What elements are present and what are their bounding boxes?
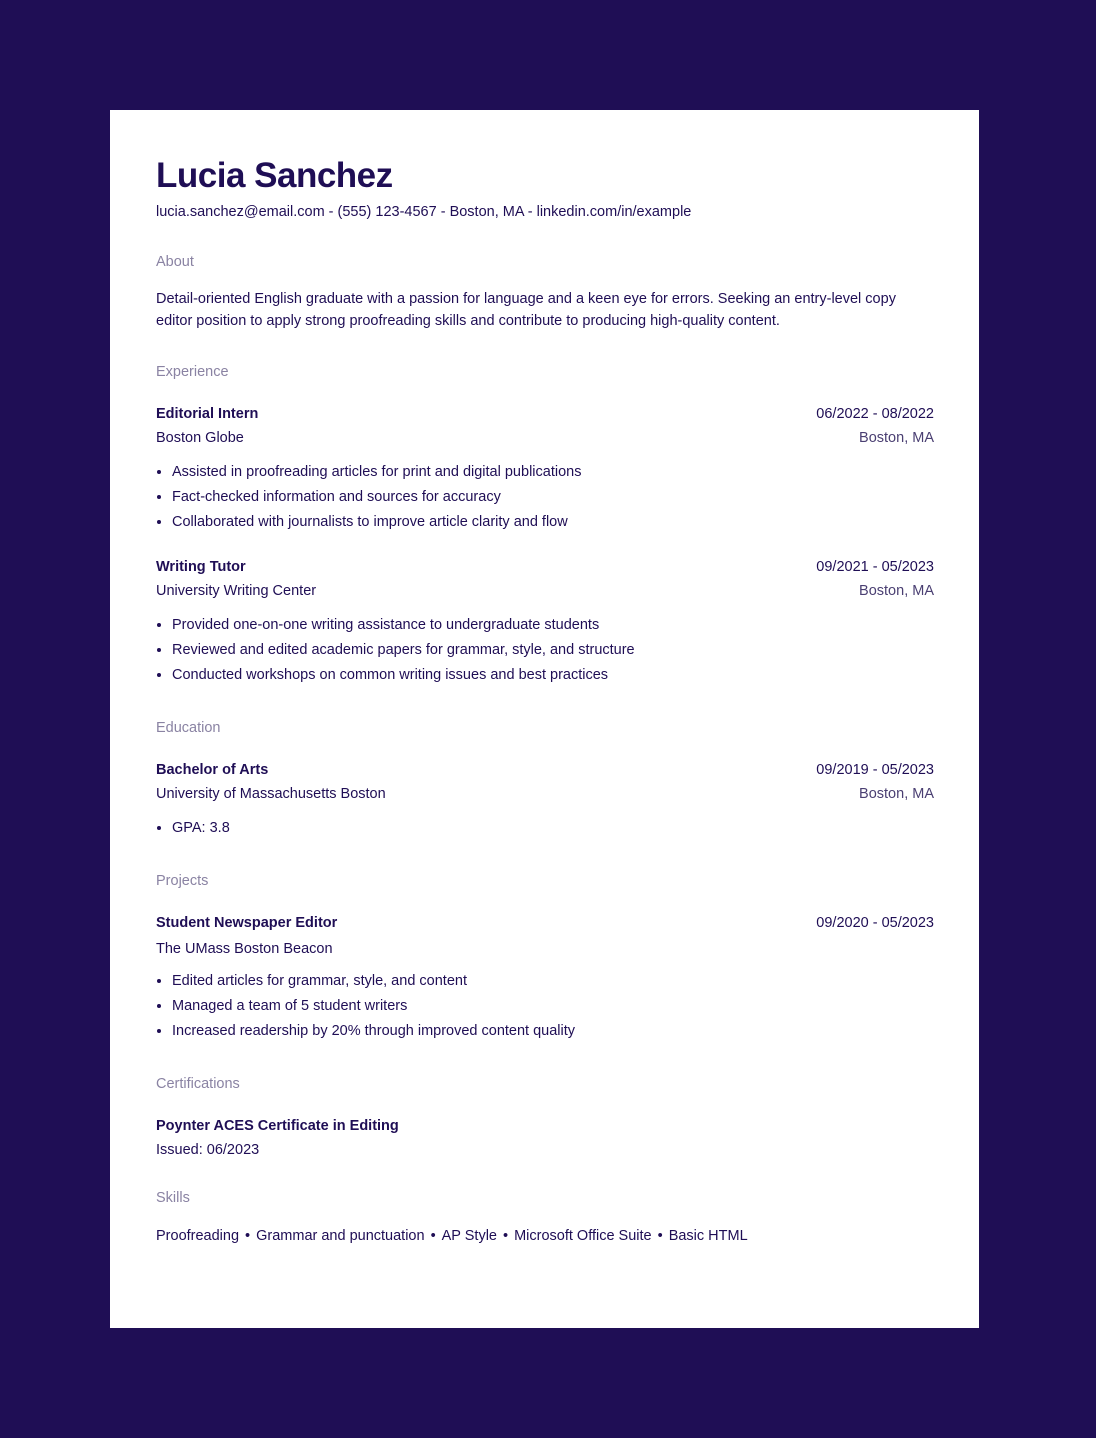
- projects-section: [156, 871, 934, 1044]
- entry-bullets: [156, 460, 934, 535]
- entry-org: The UMass Boston Beacon: [156, 941, 333, 957]
- skill-separator: •: [245, 1228, 251, 1244]
- about-text: Detail-oriented English graduate with a passion for language and a keen eye for errors. Seeking an entry-level copy editor position to apply strong proofreading skills and contribute to producing high-quality content.: [156, 291, 896, 329]
- experience-section: [156, 362, 934, 688]
- project-entry: [156, 913, 934, 1044]
- bullet-item: • Provided one-on-one writing assistance to undergraduate students: [172, 613, 934, 638]
- section-title-experience: Experience: [156, 364, 229, 380]
- bullet-item: • Reviewed and edited academic papers for grammar, style, and structure: [172, 638, 934, 663]
- section-title-projects: Projects: [156, 873, 209, 889]
- entry-location: Boston, MA: [859, 583, 934, 599]
- certifications-section: [156, 1074, 934, 1160]
- bullet-item: • Conducted workshops on common writing issues and best practices: [172, 663, 934, 688]
- entry-org: University Writing Center: [156, 583, 317, 599]
- bullet-item: • Edited articles for grammar, style, and content: [172, 969, 934, 994]
- entry-bullets: [156, 816, 934, 841]
- skills-list: [156, 1226, 934, 1246]
- entry-dates: 06/2022 - 08/2022: [816, 406, 934, 422]
- skill-item: Grammar and punctuation: [256, 1228, 425, 1244]
- experience-entry: [156, 557, 934, 688]
- bullet-item: • Managed a team of 5 student writers: [172, 994, 934, 1019]
- skill-item: Proofreading: [156, 1228, 240, 1244]
- entry-dates: 09/2020 - 05/2023: [816, 915, 934, 931]
- bullet-item: • Collaborated with journalists to improve article clarity and flow: [172, 510, 934, 535]
- entry-org: Boston Globe: [156, 430, 244, 446]
- resume-content: [156, 156, 934, 1246]
- entry-dates: 09/2021 - 05/2023: [816, 559, 934, 575]
- entry-project-name: Student Newspaper Editor: [156, 915, 338, 931]
- bullet-item: • Fact-checked information and sources for accuracy: [172, 485, 934, 510]
- section-title-education: Education: [156, 720, 221, 736]
- section-title-skills: Skills: [156, 1190, 190, 1206]
- certification-issued: Issued: 06/2023: [156, 1142, 260, 1158]
- resume-page: [110, 110, 979, 1328]
- entry-role: Editorial Intern: [156, 406, 259, 422]
- entry-role: Writing Tutor: [156, 559, 246, 575]
- contact-line: lucia.sanchez@email.com - (555) 123-4567 - Boston, MA - linkedin.com/in/example: [156, 204, 692, 220]
- skill-separator: •: [503, 1228, 509, 1244]
- bullet-item: • GPA: 3.8: [172, 816, 934, 841]
- experience-entry: [156, 404, 934, 535]
- skill-item: AP Style: [441, 1228, 497, 1244]
- entry-bullets: [156, 613, 934, 688]
- section-title-about: About: [156, 254, 194, 270]
- skill-item: Microsoft Office Suite: [514, 1228, 652, 1244]
- certification-name: Poynter ACES Certificate in Editing: [156, 1118, 399, 1134]
- candidate-name: Lucia Sanchez: [156, 156, 393, 195]
- education-entry: [156, 760, 934, 841]
- skill-separator: •: [657, 1228, 663, 1244]
- bullet-item: • Increased readership by 20% through improved content quality: [172, 1019, 934, 1044]
- entry-bullets: [156, 969, 934, 1044]
- entry-dates: 09/2019 - 05/2023: [816, 762, 934, 778]
- skill-item: Basic HTML: [668, 1228, 748, 1244]
- education-section: [156, 718, 934, 841]
- entry-location: Boston, MA: [859, 786, 934, 802]
- entry-school: University of Massachusetts Boston: [156, 786, 386, 802]
- bullet-item: • Assisted in proofreading articles for print and digital publications: [172, 460, 934, 485]
- skill-separator: •: [430, 1228, 436, 1244]
- entry-degree: Bachelor of Arts: [156, 762, 269, 778]
- section-title-certifications: Certifications: [156, 1076, 240, 1092]
- skills-section: [156, 1188, 934, 1246]
- entry-location: Boston, MA: [859, 430, 934, 446]
